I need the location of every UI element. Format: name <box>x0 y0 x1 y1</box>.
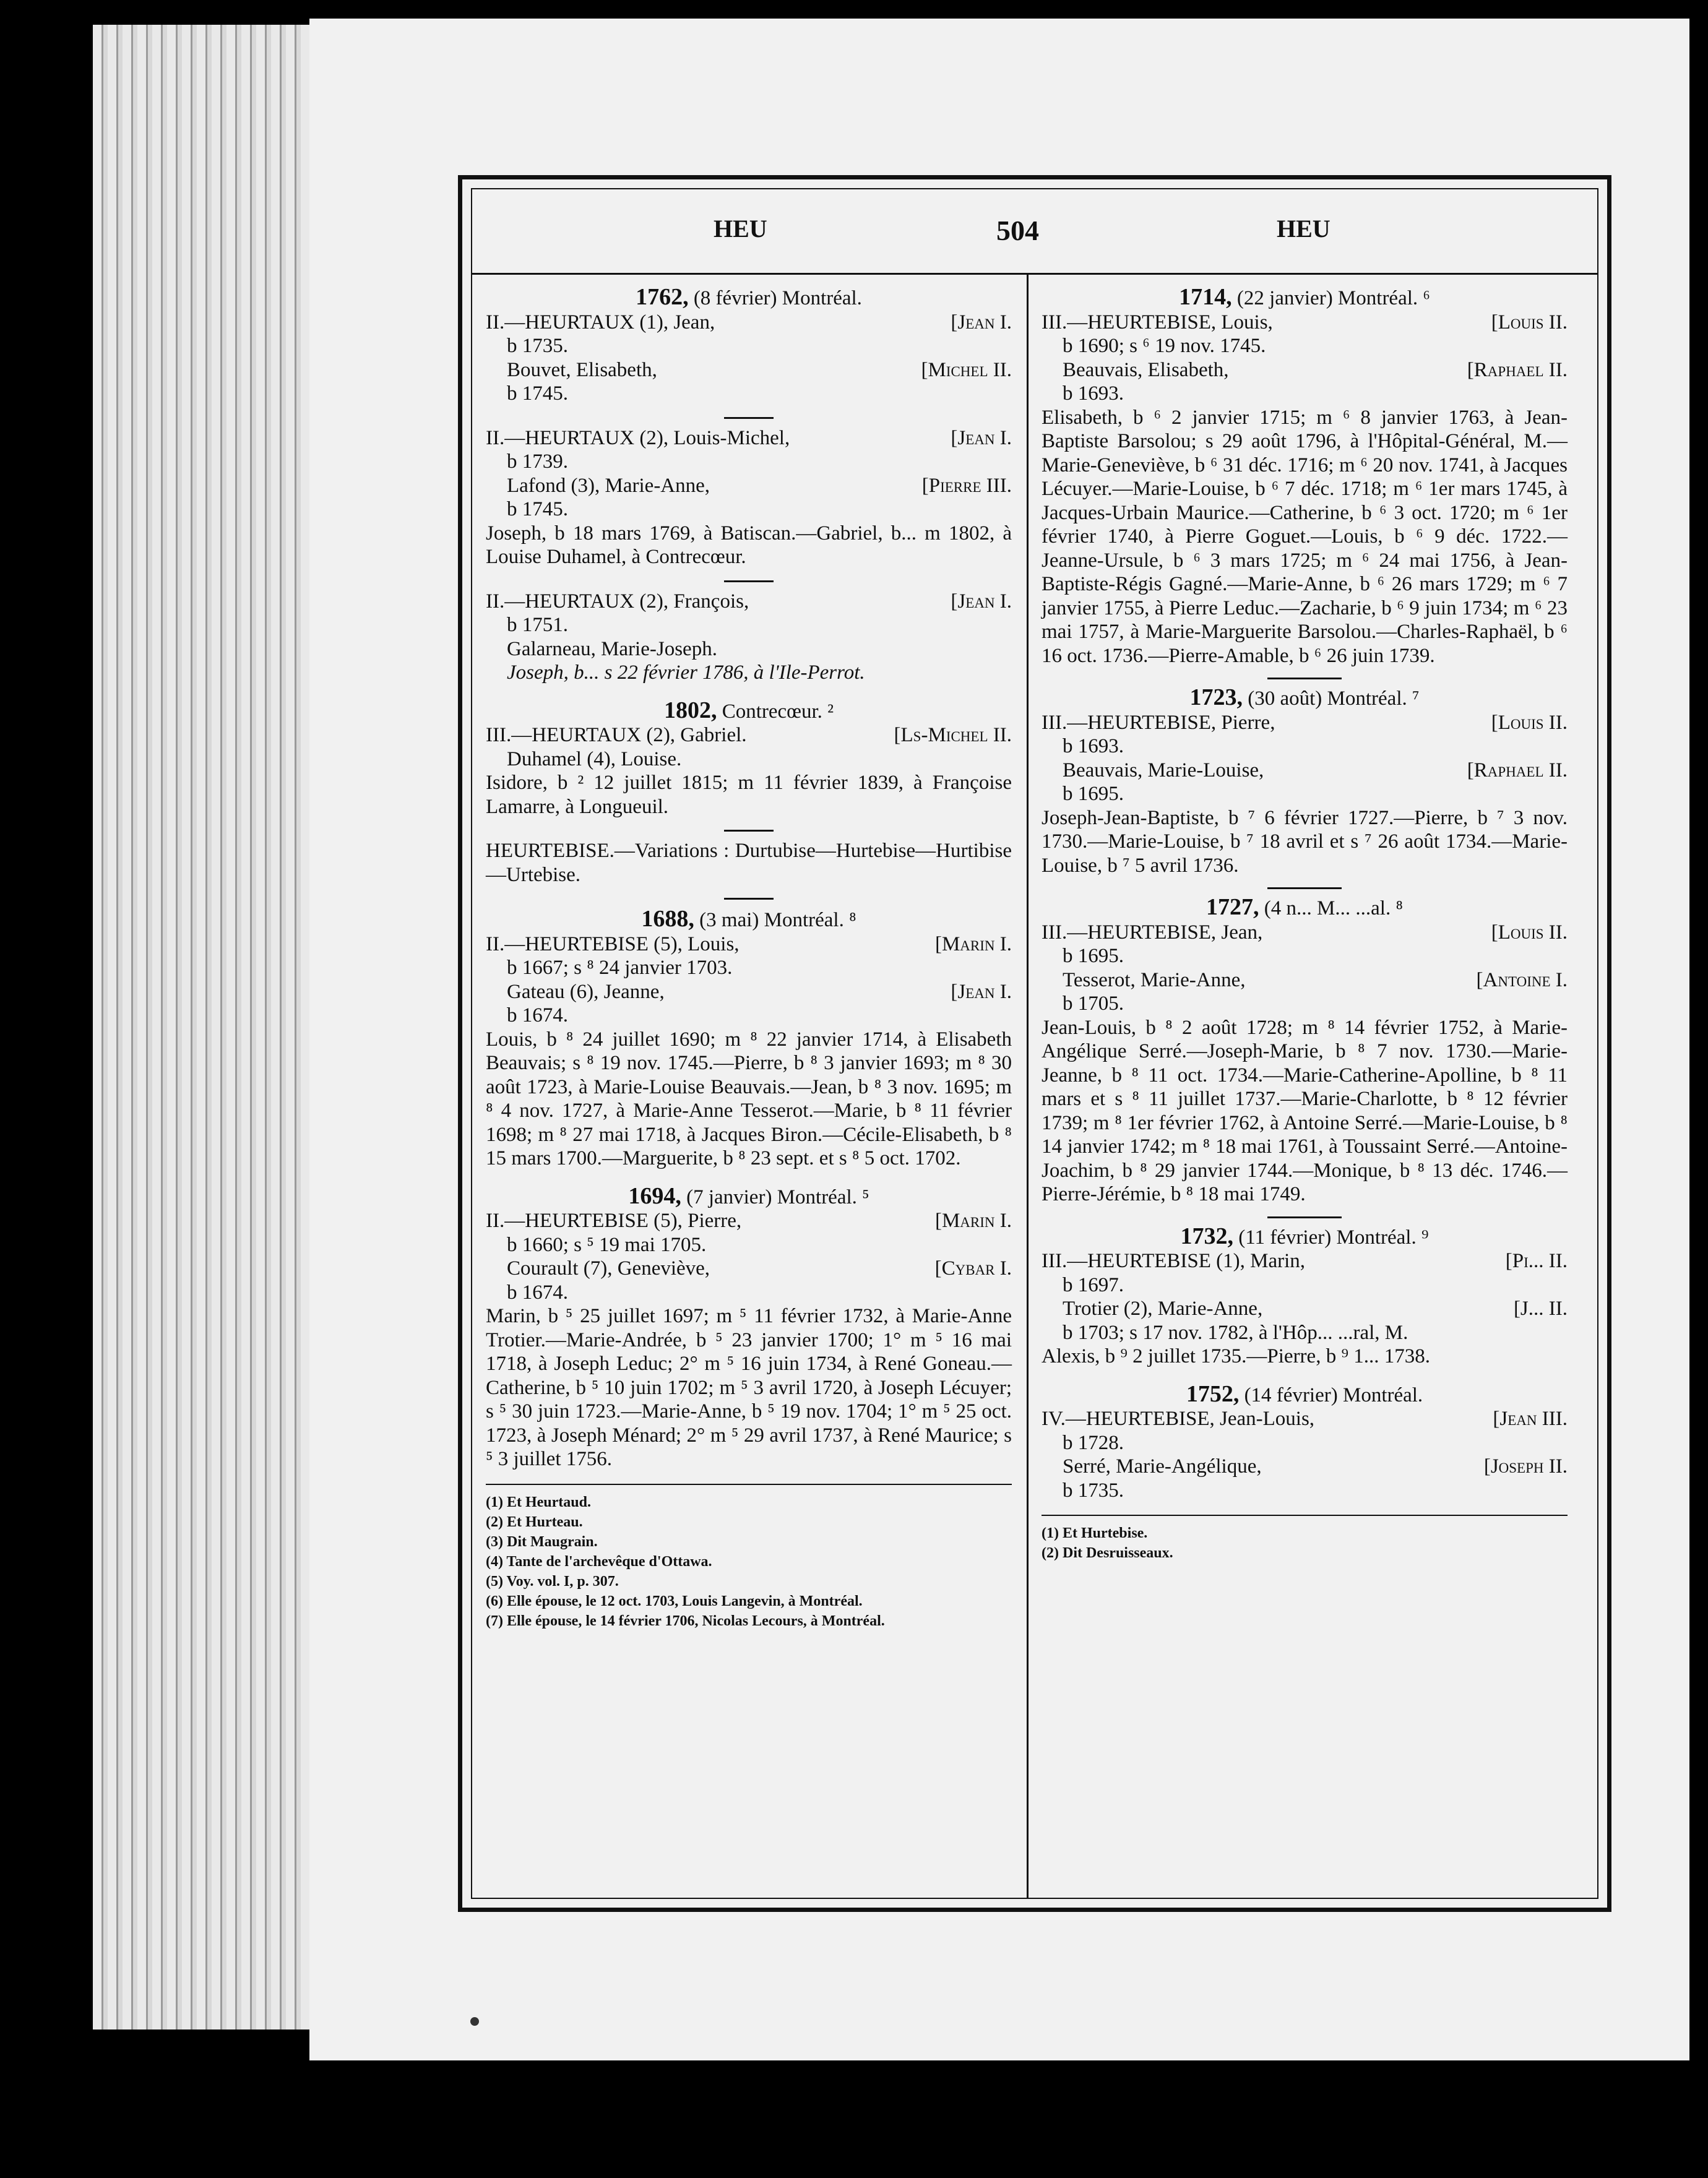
husband-line: III.—HEURTEBISE (1), Marin, [Pi... II. <box>1042 1250 1568 1272</box>
footnote: (6) Elle épouse, le 12 oct. 1703, Louis Langevin, à Montréal. <box>486 1593 863 1609</box>
wife-line: Beauvais, Marie-Louise, [Raphael II. <box>1063 759 1568 781</box>
children-text: Joseph, b... s 22 février 1786, à l'Ile-Perrot. <box>507 661 865 684</box>
footnote: (4) Tante de l'archevêque d'Ottawa. <box>486 1553 712 1570</box>
footnote-rule <box>486 1484 1012 1485</box>
header-right: HEU <box>1277 215 1331 243</box>
birth-line: b 1705. <box>1063 992 1124 1015</box>
birth-line: b 1693. <box>1063 382 1124 405</box>
husband-line: III.—HEURTEBISE, Jean, [Louis II. <box>1042 921 1568 944</box>
birth-line: b 1695. <box>1063 783 1124 805</box>
header-left: HEU <box>714 215 767 243</box>
wife-line: Tesserot, Marie-Anne, [Antoine I. <box>1063 968 1568 991</box>
children-text: Marin, b ⁵ 25 juillet 1697; m ⁵ 11 février 1732, à Marie-Anne Trotier.—Marie-Andrée, b ⁵ 23 janvier 1700; 1° m ⁵ 16 mai 1718, à Joseph Leduc; 2° m ⁵ 16 juin 1734, à René Goneau.—Catherine, b ⁵ 10 juin 1702; m ⁵ 3 avril 1720, à Joseph Lécuyer; s ⁵ 30 juin 1723.—Marie-Anne, b ⁵ 19 nov. 1704; 1° m ⁵ 25 oct. 1723, à Joseph Ménard; 2° m ⁵ 29 avril 1737, à René Maurice; s ⁵ 3 juillet 1756. <box>486 1305 1012 1470</box>
marriage-date: 1732, (11 février) Montréal. ⁹ <box>1180 1223 1429 1249</box>
children-text: Jean-Louis, b ⁸ 2 août 1728; m ⁸ 14 février 1752, à Marie-Angélique Serré.—Joseph-Marie, b ⁸ 7 nov. 1730.—Marie-Jeanne, b ⁸ 11 oct. 1734.—Marie-Catherine-Apolline, b ⁸ 11 mars et s ⁸ 11 juillet 1737.—Marie-Charlotte, b ⁸ 12 février 1739; m ⁸ 1er février 1762, à Antoine Serré.—Marie-Louise, b ⁸ 14 janvier 1742; m ⁸ 18 mai 1761, à Toussaint Serré.—Antoine-Joachim, b ⁸ 29 janvier 1744.—Monique, b ⁸ 13 déc. 1746.—Pierre-Jérémie, b ⁸ 18 mai 1749. <box>1042 1016 1568 1205</box>
marriage-date: 1752, (14 février) Montréal. <box>1186 1380 1423 1407</box>
marriage-date: 1714, (22 janvier) Montréal. ⁶ <box>1179 284 1430 310</box>
separator <box>724 580 774 582</box>
wife-line: Beauvais, Elisabeth, [Raphael II. <box>1063 358 1568 381</box>
marriage-date: 1694, (7 janvier) Montréal. ⁵ <box>628 1182 869 1209</box>
wife-line: Courault (7), Geneviève, [Cybar I. <box>507 1257 1012 1280</box>
separator <box>724 417 774 419</box>
page-number: 504 <box>996 215 1039 246</box>
husband-line: III.—HEURTAUX (2), Gabriel. [Ls-Michel II. <box>486 724 1012 746</box>
husband-line: II.—HEURTAUX (2), François, [Jean I. <box>486 590 1012 613</box>
husband-line: II.—HEURTAUX (1), Jean, [Jean I. <box>486 311 1012 334</box>
book-page-edges <box>93 25 322 2030</box>
birth-line: b 1745. <box>507 498 568 520</box>
page-frame <box>458 175 1611 1912</box>
birth-line: b 1674. <box>507 1004 568 1027</box>
birth-line: b 1693. <box>1063 735 1124 757</box>
page-frame-inner <box>471 188 1598 1899</box>
marriage-date: 1688, (3 mai) Montréal. ⁸ <box>641 906 856 932</box>
husband-line: II.—HEURTEBISE (5), Louis, [Marin I. <box>486 932 1012 955</box>
wife-line: Serré, Marie-Angélique, [Joseph II. <box>1063 1455 1568 1478</box>
children-text: Louis, b ⁸ 24 juillet 1690; m ⁸ 22 janvier 1714, à Elisabeth Beauvais; s ⁸ 19 nov. 1745.—Pierre, b ⁸ 3 janvier 1693; m ⁸ 30 août 1723, à Marie-Louise Beauvais.—Jean, b ⁸ 3 nov. 1695; m ⁸ 4 nov. 1727, à Marie-Anne Tesserot.—Marie, b ⁸ 11 février 1698; m ⁸ 27 mai 1718, à Jacques Biron.—Cécile-Elisabeth, b ⁸ 15 mars 1700.—Marguerite, b ⁸ 23 sept. et s ⁸ 5 oct. 1702. <box>486 1028 1012 1169</box>
separator <box>724 898 774 900</box>
marriage-date: 1723, (30 août) Montréal. ⁷ <box>1189 684 1420 710</box>
children-text: Elisabeth, b ⁶ 2 janvier 1715; m ⁶ 8 janvier 1763, à Jean-Baptiste Barsolou; s 29 août 1796, à l'Hôpital-Général, M.—Marie-Geneviève, b ⁶ 31 déc. 1716; m ⁶ 20 nov. 1741, à Jacques Lécuyer.—Marie-Louise, b ⁶ 7 déc. 1718; m ⁶ 1er mars 1745, à Jacques-Urbain Maurice.—Catherine, b ⁶ 3 oct. 1720; m ⁶ 1er février 1740, à Pierre Goguet.—Louis, b ⁶ 9 déc. 1722.—Jeanne-Ursule, b ⁶ 3 mars 1725; m ⁶ 24 mai 1756, à Jean-Baptiste-Régis Gagné.—Marie-Anne, b ⁶ 26 mars 1729; m ⁶ 7 janvier 1755, à Pierre Leduc.—Zacharie, b ⁶ 9 juin 1734; m ⁶ 23 mai 1757, à Marie-Marguerite Barsolou.—Charles-Raphaël, b ⁶ 16 oct. 1736.—Pierre-Amable, b ⁶ 26 juin 1739. <box>1042 406 1568 667</box>
children-text: Alexis, b ⁹ 2 juillet 1735.—Pierre, b ⁹ 1... 1738. <box>1042 1345 1430 1367</box>
husband-line: II.—HEURTEBISE (5), Pierre, [Marin I. <box>486 1210 1012 1232</box>
birth-line: b 1674. <box>507 1281 568 1304</box>
variations-note: HEURTEBISE.—Variations : Durtubise—Hurtebise—Hurtibise—Urtebise. <box>486 840 1012 886</box>
wife-line: Lafond (3), Marie-Anne, [Pierre III. <box>507 474 1012 497</box>
birth-line: b 1690; s ⁶ 19 nov. 1745. <box>1063 335 1266 357</box>
right-column <box>1042 285 1568 1563</box>
husband-line: III.—HEURTEBISE, Pierre, [Louis II. <box>1042 711 1568 734</box>
footnote-rule <box>1042 1515 1568 1516</box>
birth-line: b 1667; s ⁸ 24 janvier 1703. <box>507 957 733 979</box>
husband-line: III.—HEURTEBISE, Louis, [Louis II. <box>1042 311 1568 334</box>
wife-line: Galarneau, Marie-Joseph. <box>507 637 717 660</box>
wife-line: Bouvet, Elisabeth, [Michel II. <box>507 358 1012 381</box>
husband-line: II.—HEURTAUX (2), Louis-Michel, [Jean I. <box>486 426 1012 449</box>
footnote: (7) Elle épouse, le 14 février 1706, Nicolas Lecours, à Montréal. <box>486 1612 885 1629</box>
burial-line: b 1703; s 17 nov. 1782, à l'Hôp... ...ral, M. <box>1063 1321 1408 1344</box>
marriage-date: 1802, Contrecœur. ² <box>663 697 834 723</box>
birth-line: b 1745. <box>507 382 568 405</box>
wife-line: Duhamel (4), Louise. <box>507 747 682 770</box>
footnote: (5) Voy. vol. I, p. 307. <box>486 1573 619 1590</box>
marriage-date: 1762, (8 février) Montréal. <box>636 284 862 310</box>
birth-line: b 1735. <box>507 335 568 357</box>
wife-line: Trotier (2), Marie-Anne, [J... II. <box>1063 1298 1568 1320</box>
birth-line: b 1697. <box>1063 1273 1124 1296</box>
birth-line: b 1739. <box>507 450 568 473</box>
footnote: (2) Et Hurteau. <box>486 1513 583 1530</box>
separator <box>1267 678 1342 679</box>
separator <box>1267 1216 1342 1218</box>
footnote: (2) Dit Desruisseaux. <box>1042 1545 1173 1561</box>
header-rule <box>472 273 1597 275</box>
children-text: Isidore, b ² 12 juillet 1815; m 11 février 1839, à Françoise Lamarre, à Longueuil. <box>486 772 1012 818</box>
children-text: Joseph-Jean-Baptiste, b ⁷ 6 février 1727.—Pierre, b ⁷ 3 nov. 1730.—Marie-Louise, b ⁷ 18 avril et s ⁷ 26 août 1734.—Marie-Louise, b ⁷ 5 avril 1736. <box>1042 806 1568 877</box>
birth-line: b 1695. <box>1063 945 1124 967</box>
separator <box>1267 887 1342 889</box>
separator <box>724 830 774 832</box>
birth-line: b 1660; s ⁵ 19 mai 1705. <box>507 1233 707 1256</box>
footnote: (1) Et Heurtaud. <box>486 1494 591 1510</box>
running-header <box>472 214 1597 264</box>
left-column <box>486 285 1012 1631</box>
husband-line: IV.—HEURTEBISE, Jean-Louis, [Jean III. <box>1042 1408 1568 1430</box>
birth-line: b 1728. <box>1063 1431 1124 1454</box>
wife-line: Gateau (6), Jeanne, [Jean I. <box>507 980 1012 1003</box>
birth-line: b 1735. <box>1063 1479 1124 1502</box>
marriage-date: 1727, (4 n... M... ...al. ⁸ <box>1206 894 1403 920</box>
ink-spot <box>470 2017 479 2026</box>
birth-line: b 1751. <box>507 614 568 636</box>
column-divider <box>1027 274 1029 1898</box>
children-text: Joseph, b 18 mars 1769, à Batiscan.—Gabriel, b... m 1802, à Louise Duhamel, à Contrecœur. <box>486 522 1012 568</box>
footnote: (1) Et Hurtebise. <box>1042 1525 1148 1541</box>
footnote: (3) Dit Maugrain. <box>486 1533 598 1550</box>
